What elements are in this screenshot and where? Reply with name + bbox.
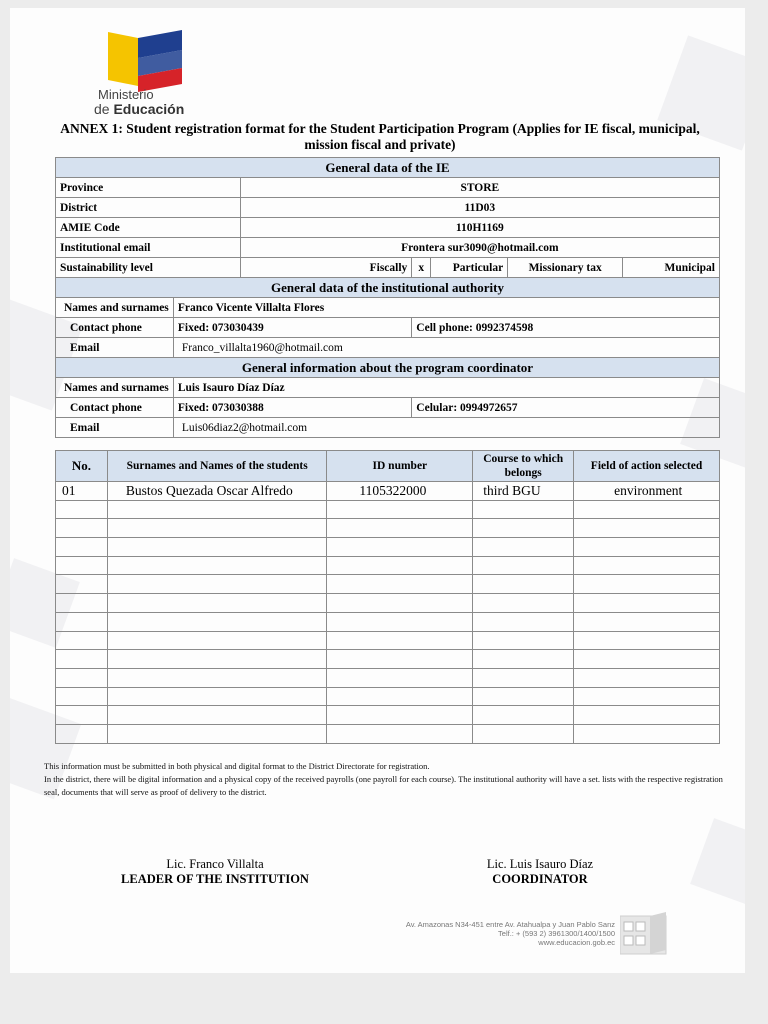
- institutional-email-value: Frontera sur3090@hotmail.com: [240, 238, 719, 258]
- coordinator-names-value: Luis Isauro Díaz Díaz: [173, 378, 719, 398]
- table-row: [56, 650, 720, 669]
- option-fiscally: Fiscally: [240, 258, 412, 278]
- table-row: [56, 612, 720, 631]
- leader-role: LEADER OF THE INSTITUTION: [121, 872, 309, 886]
- district-label: District: [56, 198, 241, 218]
- note-line-1: This information must be submitted in both physical and digital format to the District Directorate for registration.: [44, 761, 430, 771]
- coordinator-sig-name: Lic. Luis Isauro Díaz: [486, 857, 594, 871]
- coordinator-phone-label: Contact phone: [56, 398, 174, 418]
- authority-email-value: Franco_villalta1960@hotmail.com: [173, 338, 719, 358]
- table-row: [56, 519, 720, 538]
- row-name: Bustos Quezada Oscar Alfredo: [107, 482, 327, 501]
- amie-code-value: 110H1169: [240, 218, 719, 238]
- option-municipal: Municipal: [623, 258, 720, 278]
- amie-code-label: AMIE Code: [56, 218, 241, 238]
- option-mark: x: [412, 258, 431, 278]
- authority-cell-phone: Cell phone: 0992374598: [412, 318, 720, 338]
- coordinator-email-label: Email: [56, 418, 174, 438]
- ie-section-header: General data of the IE: [56, 158, 720, 178]
- coordinator-email-value: Luis06diaz2@hotmail.com: [173, 418, 719, 438]
- authority-section-header: General data of the institutional authority: [56, 278, 720, 298]
- page-title: ANNEX 1: Student registration format for the Student Participation Program (Applies for IE fiscal, municipal, mission fiscal and private): [60, 121, 700, 152]
- footer-address: [340, 920, 615, 947]
- authority-phone-label: Contact phone: [56, 318, 174, 338]
- address-line1: Av. Amazonas N34-451 entre Av. Atahualpa y Juan Pablo Sanz: [405, 920, 615, 929]
- province-value: STORE: [240, 178, 719, 198]
- col-header-names: Surnames and Names of the students: [107, 451, 327, 482]
- col-header-field: Field of action selected: [574, 451, 720, 482]
- option-particular: Particular: [431, 258, 508, 278]
- district-value: 11D03: [240, 198, 719, 218]
- institutional-email-label: Institutional email: [56, 238, 241, 258]
- coordinator-names-label: Names and surnames: [56, 378, 174, 398]
- province-label: Province: [56, 178, 241, 198]
- signature-leader: [100, 857, 330, 887]
- students-table: [55, 450, 720, 744]
- sustainability-label: Sustainability level: [56, 258, 241, 278]
- table-row: [56, 482, 720, 501]
- table-row: [56, 687, 720, 706]
- table-row: [56, 724, 720, 743]
- table-row: [56, 631, 720, 650]
- coordinator-sig-role: COORDINATOR: [492, 872, 588, 886]
- note-line-2: In the district, there will be digital information and a physical copy of the received payrolls (one payroll for each course). The institutional authority will have a set. lists with the respective registration seal, documents that will serve as proof of delivery to the district.: [44, 774, 723, 797]
- instructions-notes: [44, 760, 724, 799]
- logo-wordmark: [94, 88, 184, 116]
- table-row: [56, 668, 720, 687]
- table-row: [56, 500, 720, 519]
- col-header-id: ID number: [327, 451, 473, 482]
- row-field: environment: [574, 482, 720, 501]
- signature-coordinator: [460, 857, 620, 887]
- coordinator-cell-phone: Celular: 0994972657: [412, 398, 720, 418]
- col-header-no: No.: [56, 451, 108, 482]
- col-header-course: Course to which belongs: [473, 451, 574, 482]
- table-row: [56, 575, 720, 594]
- table-row: [56, 538, 720, 557]
- leader-name: Lic. Franco Villalta: [166, 857, 264, 871]
- address-line2: Telf.: + (593 2) 3961300/1400/1500: [498, 929, 615, 938]
- authority-names-value: Franco Vicente Villalta Flores: [173, 298, 719, 318]
- authority-email-label: Email: [56, 338, 174, 358]
- table-row: [56, 556, 720, 575]
- row-course: third BGU: [473, 482, 574, 501]
- coordinator-section-header: General information about the program coordinator: [56, 358, 720, 378]
- row-no: 01: [56, 482, 108, 501]
- background-cube: [690, 818, 745, 908]
- row-id: 1105322000: [327, 482, 473, 501]
- option-missionary-tax: Missionary tax: [508, 258, 623, 278]
- address-website: www.educacion.gob.ec: [538, 938, 615, 947]
- logo-line1: Ministerio: [98, 87, 154, 102]
- building-icon: [620, 912, 670, 956]
- general-data-table: [55, 157, 720, 438]
- table-row: [56, 594, 720, 613]
- logo-line2: de Educación: [94, 101, 185, 117]
- authority-names-label: Names and surnames: [56, 298, 174, 318]
- coordinator-fixed-phone: Fixed: 073030388: [173, 398, 411, 418]
- table-row: [56, 706, 720, 725]
- authority-fixed-phone: Fixed: 073030439: [173, 318, 411, 338]
